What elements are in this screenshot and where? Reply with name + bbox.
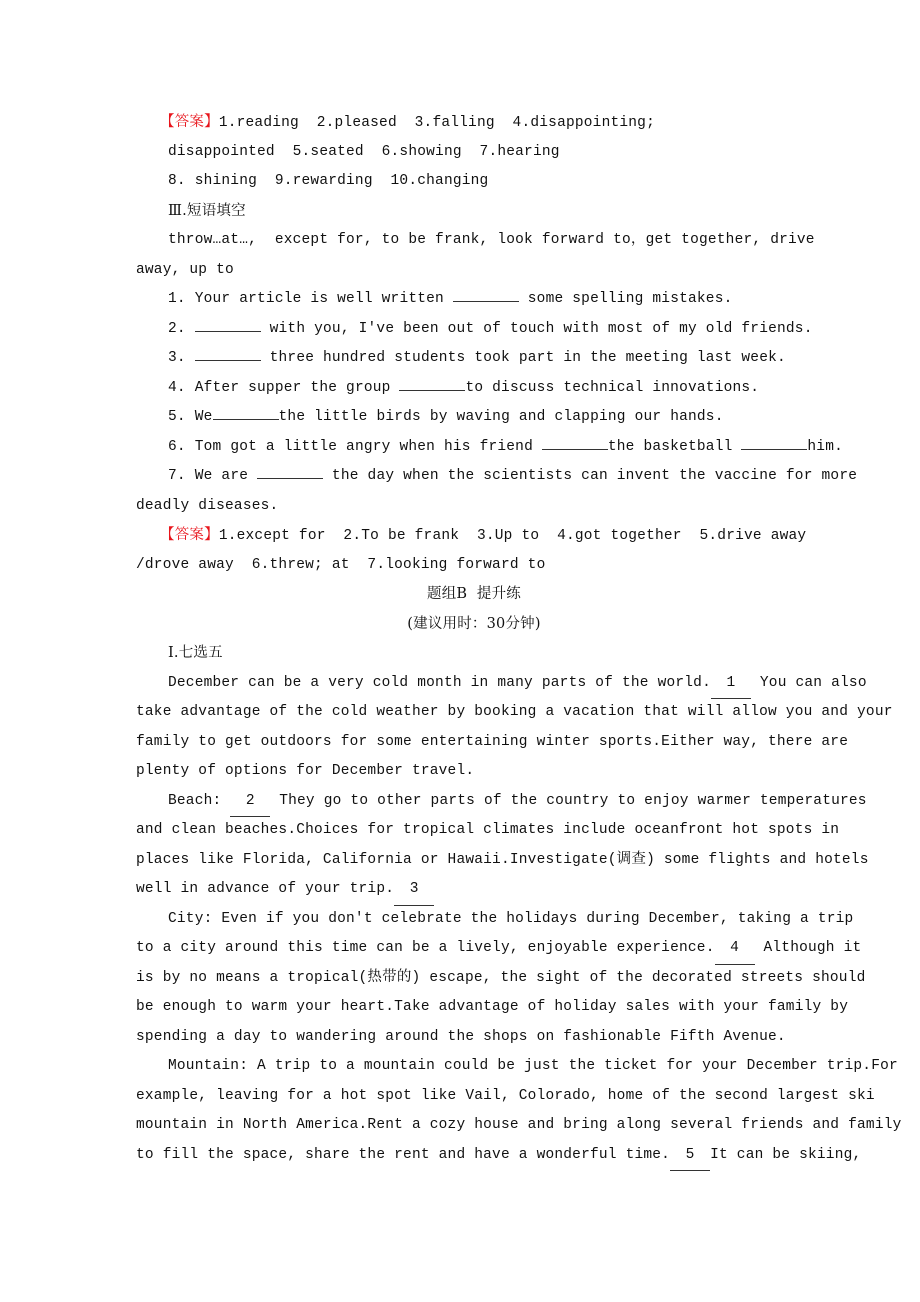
- answer-label: 【答案】: [160, 114, 219, 130]
- passage-text: You can also: [751, 674, 867, 691]
- answer-line: [136, 521, 812, 551]
- passage-line: [136, 875, 812, 905]
- passage-text: Beach:: [168, 792, 231, 809]
- question-number: 6.: [168, 438, 186, 455]
- question-text: some spelling mistakes.: [518, 291, 733, 307]
- fill-blank: [195, 346, 261, 361]
- phrase-bank: away, up to: [136, 261, 234, 278]
- passage-line: [136, 787, 867, 817]
- passage-line: Mountain: A trip to a mountain could be just the ticket for your December trip.For: [168, 1058, 898, 1074]
- phrase-bank: throw…at…, except for, to be frank, look forward to，get together, drive: [168, 232, 815, 248]
- passage-text: Although it: [754, 940, 862, 956]
- answer-line: 8. shining 9.rewarding 10.changing: [168, 173, 489, 189]
- document-page: [136, 108, 902, 1170]
- passage-line: spending a day to wandering around the shops on fashionable Fifth Avenue.: [136, 1028, 786, 1045]
- passage-line: [136, 1141, 862, 1171]
- numbered-blank: 3: [394, 875, 434, 906]
- passage-line: be enough to warm your heart.Take advantage of holiday sales with your family by: [136, 999, 849, 1015]
- fill-blank: [453, 287, 519, 302]
- fill-blank: [213, 405, 279, 420]
- question-text: the little birds by waving and clapping our hands.: [278, 409, 724, 425]
- section-heading: Ⅲ.短语填空: [168, 202, 246, 219]
- question-text: three hundred students took part in the meeting last week.: [260, 350, 786, 366]
- question-number: 1.: [168, 291, 186, 307]
- passage-text: It can be skiing,: [710, 1146, 862, 1163]
- passage-line: places like Florida, California or Hawaii.Investigate(调查) some flights and hotels: [136, 851, 869, 868]
- passage-line: [136, 669, 867, 699]
- question-2: [136, 315, 812, 345]
- answer-text: 1.reading 2.pleased 3.falling 4.disappointing;: [218, 115, 655, 131]
- question-7: [136, 462, 858, 492]
- numbered-blank: 5: [670, 1141, 710, 1172]
- passage-line: City: Even if you don't celebrate the holidays during December, taking a trip: [168, 910, 854, 927]
- fill-blank: [542, 435, 608, 450]
- passage-text: to fill the space, share the rent and have a wonderful time.: [136, 1146, 671, 1163]
- passage-line: take advantage of the cold weather by booking a vacation that will allow you and your: [136, 704, 893, 720]
- passage-text: well in advance of your trip.: [136, 881, 395, 897]
- fill-blank: [399, 376, 465, 391]
- question-number: 4.: [168, 379, 186, 396]
- question-text: the basketball: [607, 438, 742, 455]
- passage-line: is by no means a tropical(热带的) escape, the sight of the decorated streets should: [136, 969, 866, 986]
- question-text: the day when the scientists can invent the vaccine for more: [323, 468, 858, 484]
- fill-blank: [257, 464, 323, 479]
- answer-line: [136, 108, 812, 138]
- section-heading: Ⅰ.七选五: [168, 645, 223, 661]
- question-text: him.: [807, 438, 844, 455]
- question-number: 3.: [168, 350, 186, 366]
- passage-line: [136, 934, 862, 964]
- group-title: 题组B 提升练: [427, 586, 521, 602]
- passage-text: to a city around this time can be a lively, enjoyable experience.: [136, 940, 715, 956]
- fill-blank: [741, 435, 807, 450]
- passage-text: December can be a very cold month in many parts of the world.: [168, 674, 711, 691]
- question-1: [136, 285, 812, 315]
- question-3: [136, 344, 812, 374]
- fill-blank: [195, 317, 261, 332]
- answer-label: 【答案】: [160, 527, 219, 543]
- passage-line: and clean beaches.Choices for tropical climates include oceanfront hot spots in: [136, 822, 840, 838]
- question-text: Your article is well written: [194, 291, 453, 307]
- question-number: 5.: [168, 409, 186, 425]
- question-number: 2.: [168, 320, 186, 337]
- passage-text: They go to other parts of the country to enjoy warmer temperatures: [270, 792, 867, 809]
- question-text: to discuss technical innovations.: [465, 379, 760, 396]
- suggested-time: (建议用时：30分钟): [407, 615, 541, 632]
- question-5: [136, 403, 812, 433]
- numbered-blank: 2: [230, 787, 270, 818]
- question-text: After supper the group: [194, 379, 400, 396]
- answer-line: /drove away 6.threw; at 7.looking forward to: [136, 556, 546, 573]
- passage-line: plenty of options for December travel.: [136, 763, 475, 779]
- question-7-continuation: deadly diseases.: [136, 497, 279, 514]
- question-text: Tom got a little angry when his friend: [194, 438, 542, 455]
- question-text: We are: [194, 468, 258, 484]
- numbered-blank: 4: [715, 934, 755, 965]
- numbered-blank: 1: [711, 669, 751, 700]
- answer-line: disappointed 5.seated 6.showing 7.hearing: [168, 143, 560, 160]
- answer-text: 1.except for 2.To be frank 3.Up to 4.got together 5.drive away: [218, 528, 807, 544]
- passage-line: mountain in North America.Rent a cozy house and bring along several friends and family: [136, 1117, 902, 1133]
- question-4: [136, 374, 812, 404]
- question-number: 7.: [168, 468, 186, 484]
- question-text: with you, I've been out of touch with most of my old friends.: [260, 320, 813, 337]
- passage-line: family to get outdoors for some entertaining winter sports.Either way, there are: [136, 733, 849, 750]
- passage-line: example, leaving for a hot spot like Vail, Colorado, home of the second largest ski: [136, 1087, 875, 1104]
- question-6: [136, 433, 844, 463]
- question-text: We: [194, 409, 213, 425]
